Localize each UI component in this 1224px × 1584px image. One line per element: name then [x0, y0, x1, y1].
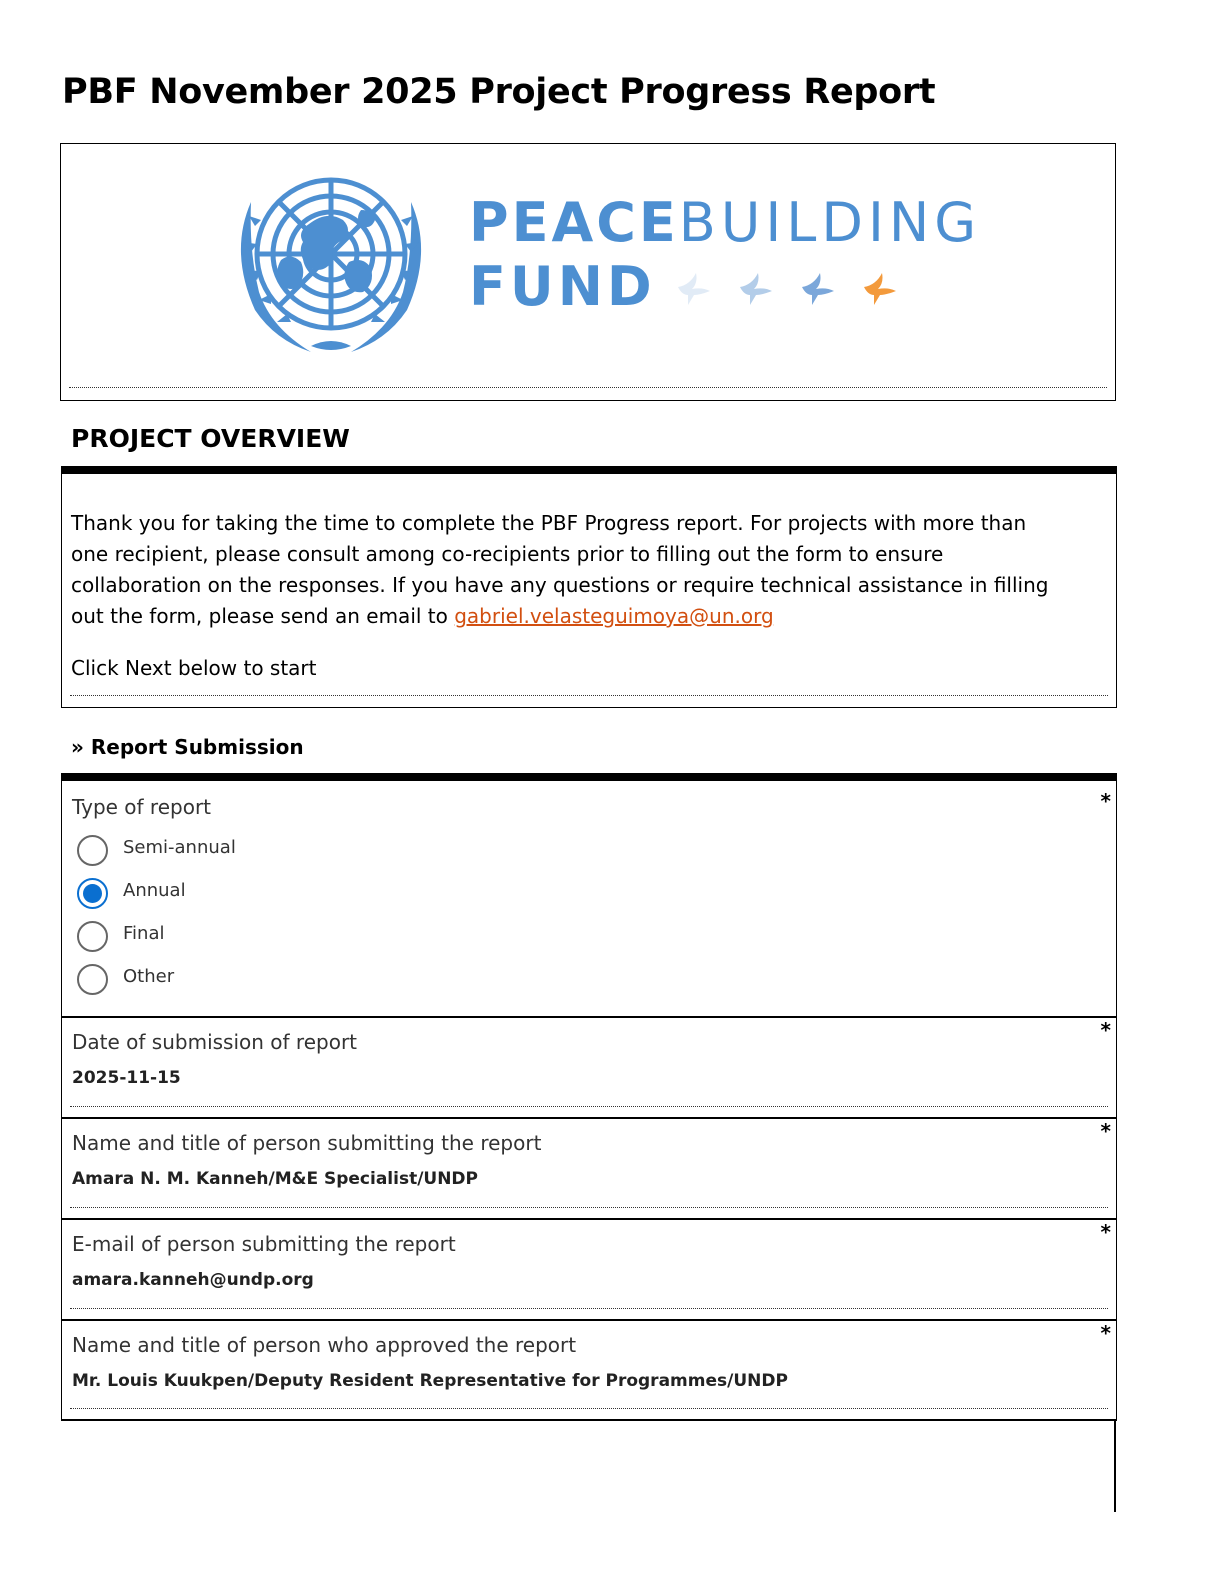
page-title: PBF November 2025 Project Progress Report	[62, 72, 936, 112]
required-marker: *	[1100, 1018, 1111, 1042]
submitter-email-value: amara.kanneh@undp.org	[72, 1270, 314, 1290]
contact-email-link[interactable]: gabriel.velasteguimoya@un.org	[454, 604, 774, 628]
required-marker: *	[1100, 1220, 1111, 1244]
dove-icon	[798, 269, 838, 305]
radio-button[interactable]	[77, 921, 108, 952]
radio-button-selected[interactable]	[77, 878, 108, 909]
required-marker: *	[1100, 789, 1111, 813]
question-label: Type of report	[72, 795, 212, 819]
question-label: Name and title of person submitting the report	[72, 1131, 542, 1155]
question-approver-name	[61, 1321, 1117, 1421]
question-label: Date of submission of report	[72, 1030, 358, 1054]
submitter-name-value: Amara N. M. Kanneh/M&E Specialist/UNDP	[72, 1169, 479, 1189]
project-overview-box	[61, 466, 1117, 708]
dotted-divider	[69, 387, 1107, 388]
approver-name-value: Mr. Louis Kuukpen/Deputy Resident Representative for Programmes/UNDP	[72, 1371, 788, 1391]
overview-intro	[71, 508, 1061, 632]
section-top-bar	[61, 773, 1117, 781]
radio-label: Semi-annual	[123, 837, 236, 858]
form-border-continuation	[1114, 1420, 1116, 1512]
radio-label: Annual	[123, 880, 186, 901]
radio-option-semi-annual[interactable]	[77, 835, 236, 866]
question-submitter-email	[61, 1220, 1117, 1321]
date-of-submission-value: 2025-11-15	[72, 1068, 181, 1088]
logo-banner	[60, 143, 1116, 401]
dotted-divider	[70, 1308, 1108, 1309]
question-label: E-mail of person submitting the report	[72, 1232, 456, 1256]
question-label: Name and title of person who approved the report	[72, 1333, 577, 1357]
question-date-of-submission	[61, 1018, 1117, 1119]
dove-icon	[674, 269, 714, 305]
radio-button[interactable]	[77, 835, 108, 866]
question-submitter-name	[61, 1119, 1117, 1220]
radio-selected-dot	[83, 884, 102, 903]
dotted-divider	[70, 1207, 1108, 1208]
radio-button[interactable]	[77, 964, 108, 995]
radio-option-other[interactable]	[77, 964, 174, 995]
section-heading-project-overview: PROJECT OVERVIEW	[71, 424, 350, 453]
radio-label: Final	[123, 923, 165, 944]
dove-icon	[860, 269, 900, 305]
peacebuilding-fund-wordmark	[469, 191, 982, 318]
logo-building-text: BUILDING	[678, 191, 982, 254]
logo-fund-text: FUND	[469, 255, 656, 318]
section-heading-report-submission: » Report Submission	[71, 735, 304, 759]
radio-option-final[interactable]	[77, 921, 164, 952]
radio-option-annual[interactable]	[77, 878, 186, 909]
overview-intro-text: Thank you for taking the time to complete the PBF Progress report. For projects with more than one recipient, please consult among co-recipients prior to filling out the form to ensure collaboration on the responses. If you have any questions or require technical assistance in filling out the form, please send an email to	[71, 511, 1049, 628]
dotted-divider	[70, 1106, 1108, 1107]
un-emblem-icon	[221, 162, 461, 362]
dotted-divider	[70, 695, 1108, 696]
radio-label: Other	[123, 966, 175, 987]
required-marker: *	[1100, 1321, 1111, 1345]
start-instruction: Click Next below to start	[71, 656, 317, 680]
dove-icon	[736, 269, 776, 305]
required-marker: *	[1100, 1119, 1111, 1143]
dotted-divider	[70, 1408, 1108, 1409]
logo-peace-text: PEACE	[469, 191, 679, 254]
question-type-of-report	[61, 781, 1117, 1018]
